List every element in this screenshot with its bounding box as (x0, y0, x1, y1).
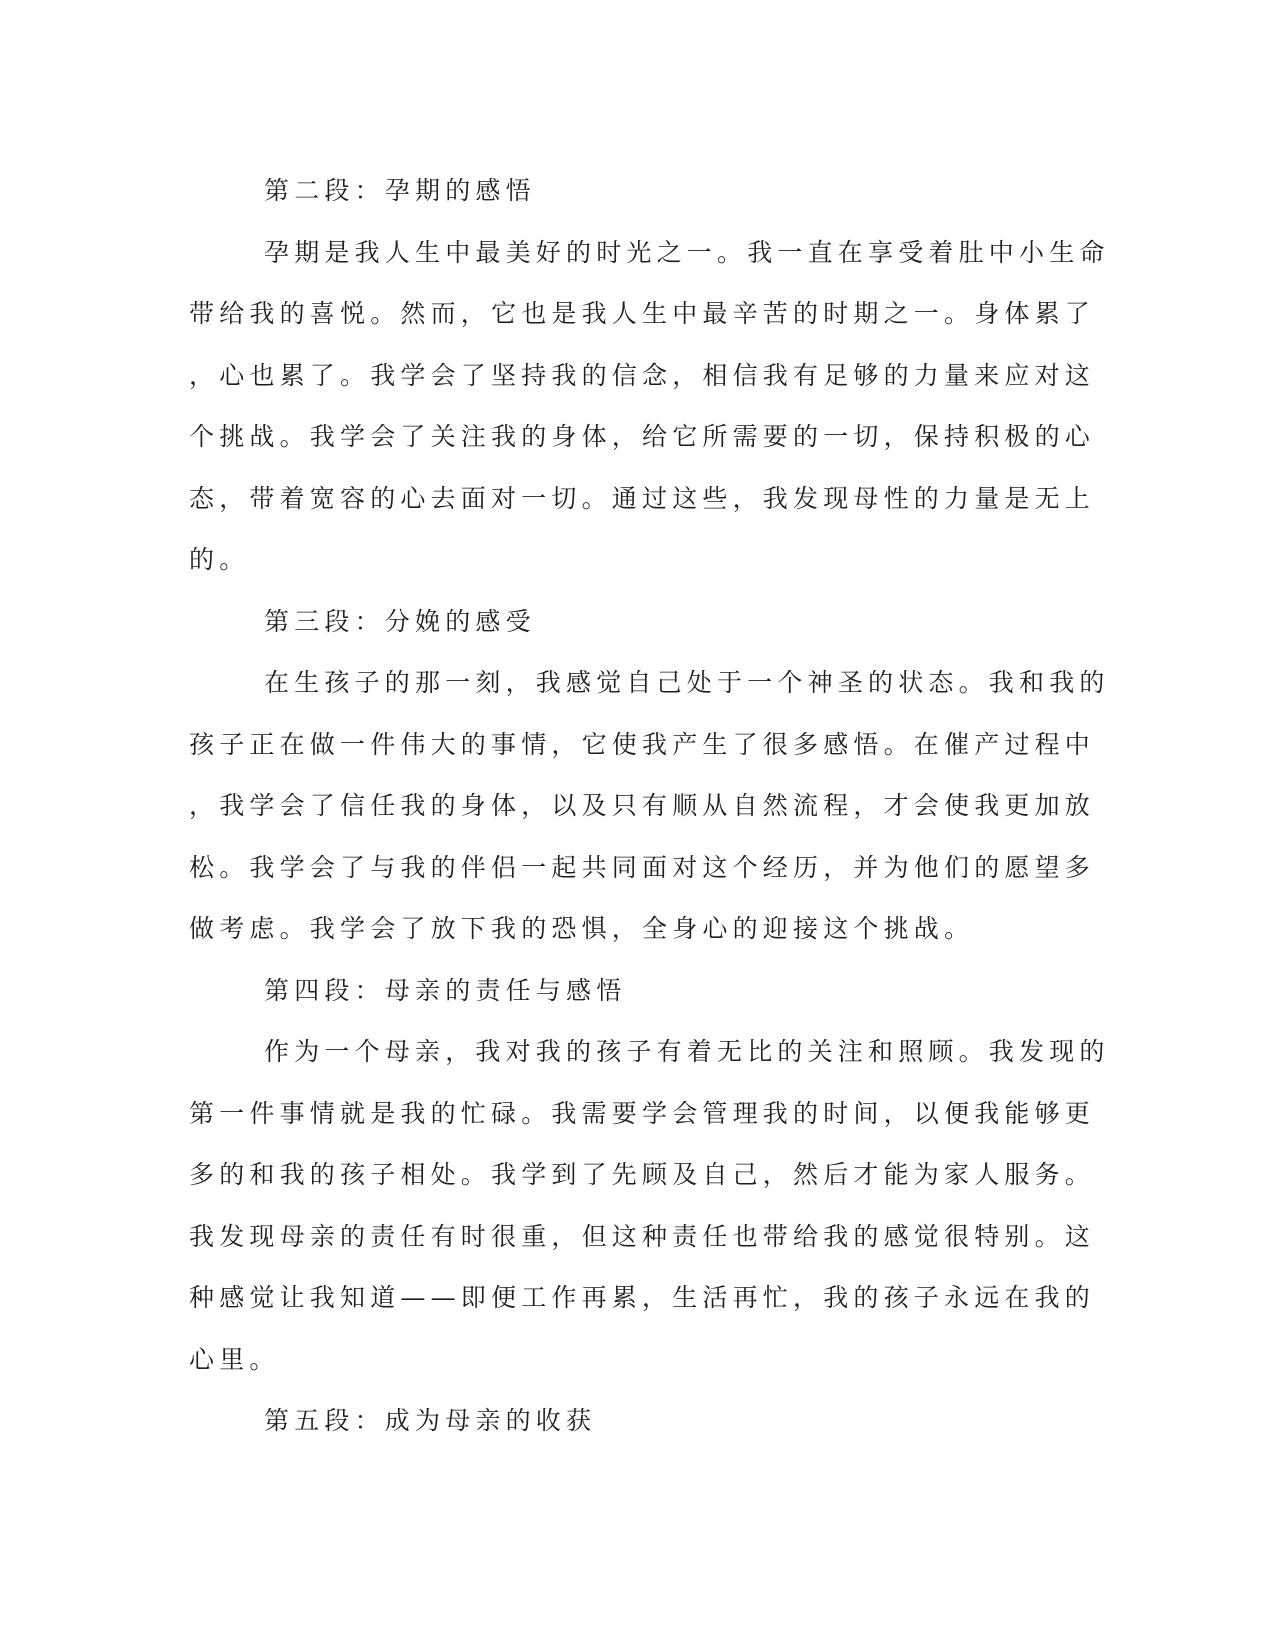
paragraph-line: 做考虑。我学会了放下我的恐惧，全身心的迎接这个挑战。 (189, 914, 975, 943)
paragraph-line: 在生孩子的那一刻，我感觉自己处于一个神圣的状态。我和我的 (264, 668, 1110, 697)
paragraph-line: 种感觉让我知道——即便工作再累，生活再忙，我的孩子永远在我的 (189, 1283, 1096, 1312)
paragraph-line: 态，带着宽容的心去面对一切。通过这些，我发现母性的力量是无上 (189, 483, 1096, 513)
paragraph-line: 个挑战。我学会了关注我的身体，给它所需要的一切，保持积极的心 (189, 422, 1096, 451)
paragraph-line: 作为一个母亲，我对我的孩子有着无比的关注和照顾。我发现的 (264, 1037, 1110, 1066)
paragraph-line: 孩子正在做一件伟大的事情，它使我产生了很多感悟。在催产过程中 (189, 729, 1096, 759)
paragraph-line: 心里。 (189, 1344, 280, 1374)
paragraph-line: ，心也累了。我学会了坚持我的信念，相信我有足够的力量来应对这 (189, 360, 1096, 390)
paragraph-line: 松。我学会了与我的伴侣一起共同面对这个经历，并为他们的愿望多 (189, 852, 1096, 882)
paragraph-line: 第一件事情就是我的忙碌。我需要学会管理我的时间，以便我能够更 (189, 1098, 1096, 1128)
paragraph-line: 我发现母亲的责任有时很重，但这种责任也带给我的感觉很特别。这 (189, 1221, 1096, 1251)
paragraph-line: 的。 (189, 545, 250, 574)
paragraph-line: 多的和我的孩子相处。我学到了先顾及自己，然后才能为家人服务。 (189, 1160, 1096, 1189)
section-heading: 第四段：母亲的责任与感悟 (264, 975, 627, 1005)
document-body (189, 160, 1110, 1452)
paragraph-line: ，我学会了信任我的身体，以及只有顺从自然流程，才会使我更加放 (189, 791, 1096, 820)
paragraph-line: 孕期是我人生中最美好的时光之一。我一直在享受着肚中小生命 (264, 237, 1110, 267)
section-heading: 第五段：成为母亲的收获 (264, 1406, 597, 1435)
section-heading: 第三段：分娩的感受 (264, 606, 536, 636)
section-heading: 第二段：孕期的感悟 (264, 176, 536, 205)
paragraph-line: 带给我的喜悦。然而，它也是我人生中最辛苦的时期之一。身体累了 (189, 299, 1096, 328)
